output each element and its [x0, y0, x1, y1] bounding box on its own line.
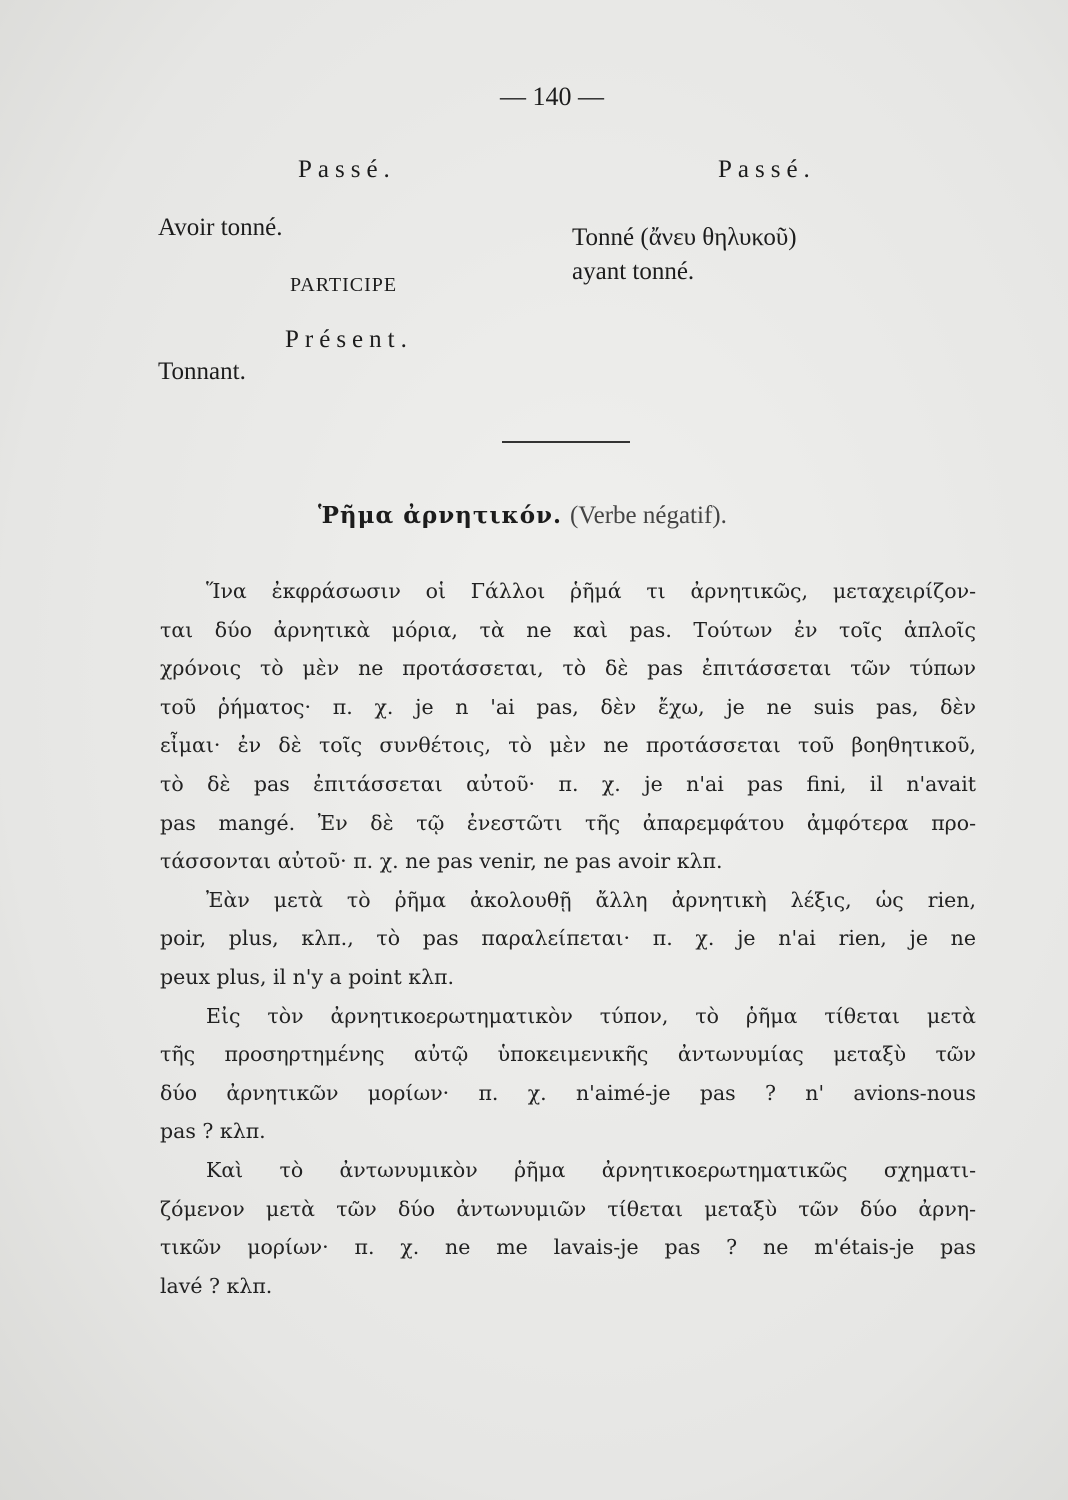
text-line: Καὶ τὸ ἀντωνυμικὸν ῥῆμα ἀρνητικοερωτηματικῶς σχηματι- — [206, 1157, 976, 1182]
page-number: — 140 — — [500, 82, 604, 111]
present-value: Tonnant. — [158, 358, 246, 385]
paragraph-4 — [160, 1151, 976, 1305]
right-passe-value-line2: ayant tonné. — [572, 258, 695, 285]
text-line: εἶμαι· ἐν δὲ τοῖς συνθέτοις, τὸ μὲν ne προτάσσεται τοῦ βοηθητικοῦ, — [160, 733, 976, 758]
text-line: δύο ἀρνητικῶν μορίων· π. χ. n'aimé-je pas ? n' avions-nous — [160, 1080, 976, 1105]
text-line: pas ? κλπ. — [160, 1119, 266, 1144]
left-passe-value: Avoir tonné. — [158, 214, 283, 241]
text-line: τάσσονται αὐτοῦ· π. χ. ne pas venir, ne pas avoir κλπ. — [160, 849, 723, 874]
section-heading-french: (Verbe négatif). — [569, 502, 727, 529]
text-line: τὸ δὲ pas ἐπιτάσσεται αὐτοῦ· π. χ. je n'ai pas fini, il n'avait — [160, 771, 976, 796]
participe-heading: PARTICIPE — [290, 274, 398, 296]
text-line: ται δύο ἀρνητικὰ μόρια, τὰ ne καὶ pas. Τούτων ἐν τοῖς ἁπλοῖς — [160, 617, 976, 642]
section-divider — [502, 441, 630, 443]
text-line: τῆς προσηρτημένης αὐτῷ ὑποκειμενικῆς ἀντωνυμίας μεταξὺ τῶν — [160, 1042, 976, 1067]
text-line: Ἐὰν μετὰ τὸ ῥῆμα ἀκολουθῇ ἄλλη ἀρνητικὴ λέξις, ὡς rien, — [206, 887, 976, 912]
paragraph-2 — [160, 881, 976, 997]
text-line: poir, plus, κλπ., τὸ pas παραλείπεται· π. χ. je n'ai rien, je ne — [160, 926, 976, 951]
section-heading-greek: Ῥῆμα ἀρνητικόν. — [318, 502, 563, 529]
text-line: ζόμενον μετὰ τῶν δύο ἀντωνυμιῶν τίθεται μεταξὺ τῶν δύο ἀρνη- — [160, 1196, 976, 1221]
right-passe-value-line1: Tonné (ἄνευ θηλυκοῦ) — [572, 224, 797, 251]
text-line: Ἵνα ἐκφράσωσιν οἱ Γάλλοι ῥῆμά τι ἀρνητικῶς, μεταχειρίζον- — [206, 579, 976, 603]
text-line: τικῶν μορίων· π. χ. ne me lavais-je pas ? ne m'étais-je pas — [160, 1235, 976, 1260]
text-line: lavé ? κλπ. — [160, 1273, 273, 1298]
text-line: Εἰς τὸν ἀρνητικοερωτηματικὸν τύπον, τὸ ῥῆμα τίθεται μετὰ — [206, 1003, 976, 1028]
right-passe-heading: Passé. — [718, 156, 816, 183]
body-text — [160, 572, 976, 1305]
text-line: τοῦ ῥήματος· π. χ. je n 'ai pas, δὲν ἔχω, je ne suis pas, δὲν — [160, 694, 976, 719]
paragraph-1 — [160, 572, 976, 881]
text-line: peux plus, il n'y a point κλπ. — [160, 964, 455, 989]
paragraph-3 — [160, 997, 976, 1151]
text-line: χρόνοις τὸ μὲν ne προτάσσεται, τὸ δὲ pas ἐπιτάσσεται τῶν τύπων — [160, 656, 976, 681]
left-passe-heading: Passé. — [298, 156, 396, 183]
present-heading: Présent. — [285, 326, 413, 353]
text-line: pas mangé. Ἐν δὲ τῷ ἐνεστῶτι τῆς ἀπαρεμφάτου ἀμφότερα προ- — [160, 810, 976, 835]
section-heading — [318, 500, 727, 530]
